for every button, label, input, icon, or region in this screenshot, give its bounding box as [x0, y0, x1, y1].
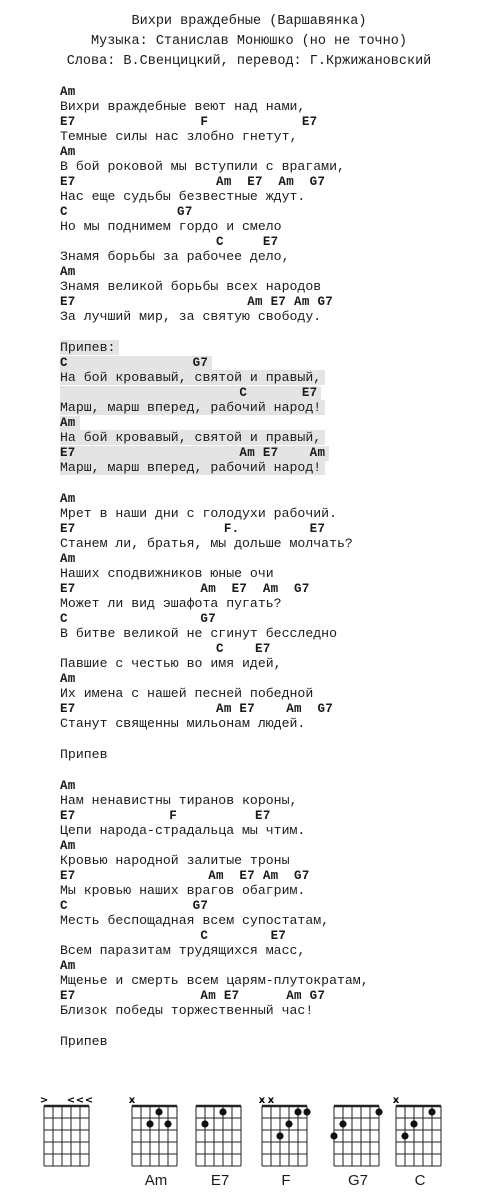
lyric-text: Нам ненавистны тиранов короны, — [60, 793, 298, 808]
lyric-line — [60, 596, 490, 611]
string-marker: > — [40, 1095, 49, 1106]
chord-text: E7 Am E7 Am — [60, 446, 329, 461]
string-marker: x — [128, 1095, 136, 1106]
finger-dot — [330, 1132, 337, 1139]
lyric-line — [60, 309, 490, 324]
finger-dot — [428, 1108, 435, 1115]
lyric-text: Марш, марш вперед, рабочий народ! — [60, 460, 325, 475]
chord-line — [60, 988, 490, 1003]
chord-line — [60, 611, 490, 626]
refrain-label — [60, 747, 490, 762]
finger-dot — [201, 1120, 208, 1127]
string-marker: < — [66, 1095, 76, 1106]
refrain-label-text: Припев: — [60, 340, 119, 355]
finger-dot — [276, 1132, 283, 1139]
lyric-text: Мрет в наши дни с голодухи рабочий. — [60, 506, 337, 521]
lyric-text: Темные силы нас злобно гнетут, — [60, 129, 298, 144]
lyric-line — [60, 626, 490, 641]
chord-text: E7 F. E7 — [60, 522, 326, 536]
chord-text: Am — [60, 672, 76, 686]
chord-name: Am — [144, 1172, 168, 1189]
chord-text: E7 Am E7 Am G7 — [60, 702, 334, 716]
lyric-text: В битве великой не сгинут бесследно — [60, 626, 337, 641]
lyric-line — [60, 189, 490, 204]
finger-dot — [146, 1120, 153, 1127]
music-credit: Музыка: Станислав Монюшко (но не точно) — [91, 34, 407, 49]
lyric-line — [60, 536, 490, 551]
lyric-text: Кровью народной залитые троны — [60, 853, 290, 868]
lyric-text: На бой кровавый, святой и правый, — [60, 370, 325, 385]
lyric-line — [60, 716, 490, 731]
lyric-line — [60, 249, 490, 264]
string-marker: < — [84, 1095, 94, 1106]
lyric-text: Их имена с нашей песней победной — [60, 686, 314, 701]
lyric-text: Месть беспощадная всем супостатам, — [60, 913, 330, 928]
chord-text: C G7 — [60, 356, 212, 371]
chord-line — [60, 928, 490, 943]
finger-dot — [375, 1108, 382, 1115]
lyric-line — [60, 883, 490, 898]
chord-diagram — [258, 1092, 314, 1192]
finger-dot — [155, 1108, 162, 1115]
finger-dot — [285, 1120, 292, 1127]
finger-dot — [164, 1120, 171, 1127]
lyric-line — [60, 686, 490, 701]
lyric-text: Павшие с честью во имя идей, — [60, 656, 282, 671]
lyric-text: Станем ли, братья, мы дольше молчать? — [60, 536, 353, 551]
lyric-text: Марш, марш вперед, рабочий народ! — [60, 400, 325, 415]
lyric-text: Цепи народа-страдальца мы чтим. — [60, 823, 306, 838]
chord-text: C G7 — [60, 899, 209, 913]
chord-diagram — [330, 1092, 386, 1192]
chord-text: E7 Am E7 Am G7 — [60, 175, 326, 189]
lyric-text: Всем паразитам трудящихся масс, — [60, 943, 306, 958]
lyric-text: Нас еще судьбы безвестные ждут. — [60, 189, 306, 204]
finger-dot — [219, 1108, 226, 1115]
chord-text: C E7 — [60, 386, 321, 401]
lyric-line — [60, 913, 490, 928]
string-marker: x — [267, 1095, 275, 1106]
lyric-line — [60, 823, 490, 838]
chord-name: G7 — [347, 1172, 368, 1189]
fretboard-grid — [392, 1092, 448, 1172]
lyric-line — [60, 943, 490, 958]
chord-line — [60, 294, 490, 309]
lyric-line — [60, 566, 490, 581]
chord-text: E7 Am E7 Am G7 — [60, 582, 310, 596]
lyric-text: Знамя борьбы за рабочее дело, — [60, 249, 290, 264]
song-body — [60, 84, 490, 1049]
chord-line — [60, 264, 490, 279]
refrain-label-text: Припев — [60, 1034, 108, 1049]
chord-text: C E7 — [60, 235, 279, 249]
chord-text: Am — [60, 552, 76, 566]
chord-line — [60, 521, 490, 536]
song-header — [0, 12, 498, 72]
lyric-text: Наших сподвижников юные очи — [60, 566, 274, 581]
stanza-gap — [60, 324, 490, 340]
fretboard-grid — [128, 1092, 184, 1172]
chord-line — [60, 778, 490, 793]
chord-text: E7 Am E7 Am G7 — [60, 989, 326, 1003]
stanza-gap — [60, 731, 490, 747]
chord-text: Am — [60, 492, 76, 506]
chord-line — [60, 808, 490, 823]
lyric-line — [60, 853, 490, 868]
string-marker: < — [75, 1095, 85, 1106]
chord-text: Am — [60, 839, 76, 853]
stanza-gap — [60, 1018, 490, 1034]
chord-text: C E7 — [60, 642, 271, 656]
chord-diagram — [128, 1092, 184, 1192]
lyric-text: В бой роковой мы вступили с врагами, — [60, 159, 345, 174]
chord-text: E7 Am E7 Am G7 — [60, 869, 310, 883]
finger-dot — [303, 1108, 310, 1115]
chord-line — [60, 385, 490, 400]
chord-line — [60, 445, 490, 460]
chord-text: Am — [60, 85, 76, 99]
lyric-line — [60, 159, 490, 174]
lyric-line — [60, 973, 490, 988]
lyric-line — [60, 129, 490, 144]
lyric-text: Близок победы торжественный час! — [60, 1003, 314, 1018]
lyric-text: Мщенье и смерть всем царям-плутократам, — [60, 973, 369, 988]
chord-text: Am — [60, 959, 76, 973]
chord-diagram — [192, 1092, 248, 1192]
lyric-text: Станут священны мильонам людей. — [60, 716, 306, 731]
chord-line — [60, 415, 490, 430]
chord-text: E7 F E7 — [60, 809, 271, 823]
chord-text: C G7 — [60, 612, 217, 626]
fretboard-grid — [330, 1092, 386, 1172]
lyric-text: Знамя великой борьбы всех народов — [60, 279, 322, 294]
chord-line — [60, 174, 490, 189]
finger-dot — [410, 1120, 417, 1127]
chord-line — [60, 701, 490, 716]
chord-line — [60, 114, 490, 129]
chord-line — [60, 958, 490, 973]
refrain-label — [60, 340, 490, 355]
chord-text: Am — [60, 779, 76, 793]
lyric-text: Но мы поднимем гордо и смело — [60, 219, 282, 234]
chord-line — [60, 144, 490, 159]
chord-line — [60, 491, 490, 506]
lyric-line — [60, 793, 490, 808]
chord-line — [60, 838, 490, 853]
lyric-text: Мы кровью наших врагов обагрим. — [60, 883, 306, 898]
lyric-line — [60, 506, 490, 521]
chord-diagram — [40, 1092, 96, 1192]
string-marker: x — [258, 1095, 266, 1106]
chord-text: C E7 — [60, 929, 287, 943]
chord-line — [60, 641, 490, 656]
lyric-line — [60, 430, 490, 445]
lyric-text: За лучший мир, за святую свободу. — [60, 309, 322, 324]
chord-text: Am — [60, 416, 80, 431]
lyric-line — [60, 279, 490, 294]
chord-line — [60, 204, 490, 219]
chord-line — [60, 234, 490, 249]
fretboard-grid — [192, 1092, 248, 1172]
chord-text: Am — [60, 265, 76, 279]
lyric-line — [60, 370, 490, 385]
stanza-gap — [60, 475, 490, 491]
string-marker: x — [392, 1095, 400, 1106]
lyric-text: Может ли вид эшафота пугать? — [60, 596, 282, 611]
chord-text: E7 Am E7 Am G7 — [60, 295, 334, 309]
fretboard-grid — [258, 1092, 314, 1172]
finger-dot — [401, 1132, 408, 1139]
lyric-line — [60, 219, 490, 234]
chord-line — [60, 355, 490, 370]
chord-diagram — [392, 1092, 448, 1192]
chord-line — [60, 671, 490, 686]
song-title: Вихри враждебные (Варшавянка) — [131, 14, 367, 29]
fretboard-grid — [40, 1092, 96, 1172]
chord-line — [60, 581, 490, 596]
chord-line — [60, 551, 490, 566]
lyric-line — [60, 1003, 490, 1018]
words-credit: Слова: В.Свенцицкий, перевод: Г.Кржижановский — [66, 54, 432, 69]
refrain-label — [60, 1034, 490, 1049]
lyric-text: На бой кровавый, святой и правый, — [60, 430, 325, 445]
refrain-label-text: Припев — [60, 747, 108, 762]
chord-text: E7 F E7 — [60, 115, 318, 129]
chord-name: C — [414, 1172, 426, 1189]
lyric-text: Вихри враждебные веют над нами, — [60, 99, 306, 114]
lyric-line — [60, 656, 490, 671]
chord-line — [60, 84, 490, 99]
chord-line — [60, 898, 490, 913]
lyric-line — [60, 99, 490, 114]
chord-line — [60, 868, 490, 883]
chord-name: F — [281, 1172, 291, 1189]
chord-name: E7 — [210, 1172, 230, 1189]
chord-text: C G7 — [60, 205, 193, 219]
chord-text: Am — [60, 145, 76, 159]
chord-diagrams — [40, 1092, 490, 1192]
lyric-line — [60, 400, 490, 415]
finger-dot — [294, 1108, 301, 1115]
stanza-gap — [60, 762, 490, 778]
finger-dot — [339, 1120, 346, 1127]
lyric-line — [60, 460, 490, 475]
